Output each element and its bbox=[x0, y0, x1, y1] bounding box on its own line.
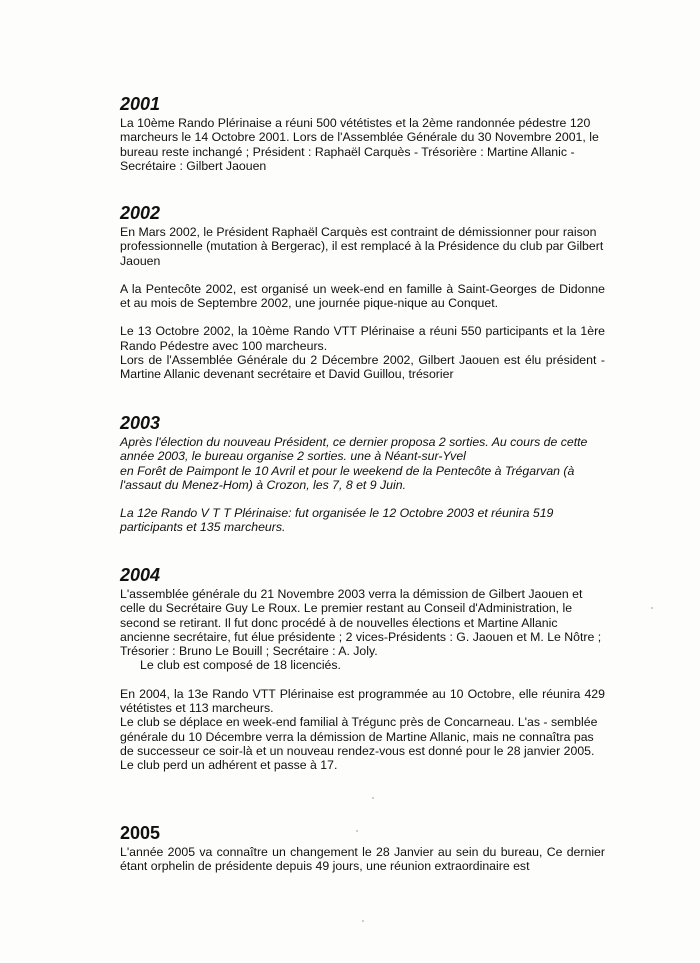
paragraph: Le 13 Octobre 2002, la 10ème Rando VTT Plérinaise a réuni 550 participants et la 1ère Rando Pédestre avec 100 marcheurs. bbox=[120, 324, 605, 353]
scan-speck bbox=[372, 797, 374, 799]
year-heading: 2005 bbox=[120, 823, 161, 843]
paragraph: Le club est composé de 18 licenciés. bbox=[140, 658, 341, 673]
year-heading: 2002 bbox=[120, 203, 161, 223]
scan-speck bbox=[651, 607, 653, 609]
paragraph: La 12e Rando V T T Plérinaise: fut organisée le 12 Octobre 2003 et réunira 519 participants et 135 marcheurs. bbox=[120, 506, 554, 535]
section-2001 bbox=[120, 94, 605, 173]
scan-speck bbox=[362, 920, 364, 922]
year-heading: 2003 bbox=[120, 413, 161, 433]
paragraph: Après l'élection du nouveau Président, ce dernier proposa 2 sorties. Au cours de cette année 2003, le bureau organise 2 sorties. une à Néant-sur-Yvel bbox=[120, 435, 588, 464]
paragraph: Le club se déplace en week-end familial à Trégunc près de Concarneau. L'as - semblée générale du 10 Décembre verra la démission de Martine Allanic, mais ne connaîtra pas de successeur ce soir-là et un nouveau rendez-vous est donné pour le 28 janvier 2005. bbox=[120, 715, 598, 758]
paragraph: En 2004, la 13e Rando VTT Plérinaise est programmée au 10 Octobre, elle réunira 429 vététistes et 113 marcheurs. bbox=[120, 686, 605, 716]
paragraph: Lors de l'Assemblée Générale du 2 Décembre 2002, Gilbert Jaouen est élu président - Martine Allanic devenant secrétaire et David Guillou, trésorier bbox=[120, 353, 605, 382]
paragraph: L'année 2005 va connaître un changement le 28 Janvier au sein du bureau, Ce dernier étant orphelin de présidente depuis 49 jours, une réunion extraordinaire est bbox=[120, 845, 605, 874]
paragraph: Le club perd un adhérent et passe à 17. bbox=[120, 758, 338, 773]
paragraph: L'assemblée générale du 21 Novembre 2003 verra la démission de Gilbert Jaouen et celle du Secrétaire Guy Le Roux. Le premier restant au Conseil d'Administration, le second se retirant. Il fut donc procédé à de nouvelles élections et Martine Allanic ancienne secrétaire, fut élue présidente ; 2 vices-Présidents : G. Jaouen et M. Le Nôtre ; Trésorier : Bruno Le Bouill ; Secrétaire : A. Joly. bbox=[120, 587, 602, 659]
year-heading: 2001 bbox=[120, 94, 161, 114]
section-2002 bbox=[120, 203, 605, 382]
paragraph: en Forêt de Paimpont le 10 Avril et pour le weekend de la Pentecôte à Trégarvan (à l'assaut du Menez-Hom) à Crozon, les 7, 8 et 9 Juin. bbox=[120, 463, 575, 492]
paragraph: En Mars 2002, le Président Raphaël Carquès est contraint de démissionner pour raison professionnelle (mutation à Bergerac), il est remplacé à la Présidence du club par Gilbert Jaouen bbox=[120, 225, 604, 268]
paragraph: La 10ème Rando Plérinaise a réuni 500 vététistes et la 2ème randonnée pédestre 120 marcheurs le 14 Octobre 2001. Lors de l'Assemblée Générale du 30 Novembre 2001, le bureau reste inchangé ; Président : Raphaël Carquès - Trésorière : Martine Allanic - Secrétaire : Gilbert Jaouen bbox=[120, 116, 599, 173]
section-2004 bbox=[120, 565, 605, 773]
section-2003 bbox=[120, 413, 605, 535]
year-heading: 2004 bbox=[120, 565, 161, 585]
paragraph: A la Pentecôte 2002, est organisé un week-end en famille à Saint-Georges de Didonne et au mois de Septembre 2002, une journée pique-nique au Conquet. bbox=[120, 281, 605, 311]
scan-speck bbox=[356, 830, 358, 832]
section-2005 bbox=[120, 823, 605, 874]
